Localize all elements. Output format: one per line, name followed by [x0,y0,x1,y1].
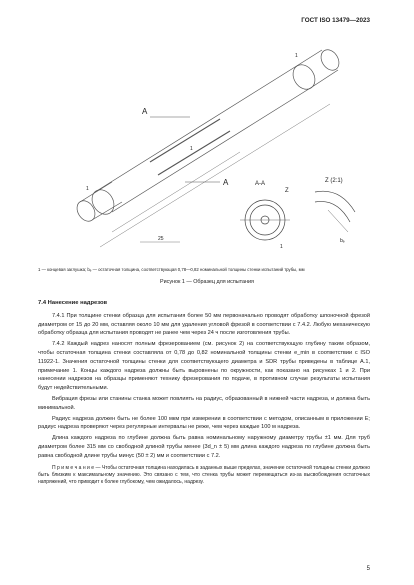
paragraph-length: Длина каждого надреза по глубине должна быть равна номинальному наружному диаметру трубы ±1 мм. Для труб диаметром более 315 мм со свободной длиной трубы менее (3d_n ± 5) мм длина каждого надреза по глубине должна быть равна свободной длине трубы минус (50 ± 2) мм и соответствии с 7.2. [38,435,370,459]
paragraph-radius: Радиус надреза должен быть не более 100 мкм при измерении в соответствии с методом, описанным в приложении Е; радиус надреза проверяют через регулярные интервалы не реже, чем через каждые 100 м надреза. [38,415,370,431]
section-content [38,299,370,488]
callout-1-right: 1 [295,53,298,59]
dimension-label-a: 25 [158,236,164,242]
callout-1-mid: 1 [190,146,193,152]
paragraph-7-4-1: 7.4.1 При толщине стенки образца для испытания более 50 мм первоначально проводят обработку шпоночной фрезой диаметром от 15 до 20 мм, оставляя около 10 мм для удаления угловой фрезой в соответствии с 7.4.2. Любую механическую обработку образца для испытания проводят не ранее чем через 24 ч после изготовления трубы. [38,312,370,337]
specimen-figure [40,42,380,260]
paragraph-vibration: Вибрация фрезы или станины станка может повлиять на радиус, образованный в нижней части надреза, и должна быть минимальной. [38,395,370,411]
paragraph-7-4-2: 7.4.2 Каждый надрез наносят полным фрезерованием (см. рисунок 2) на соответствующую глубину таким образом, чтобы остаточная толщина стенки составляла от 0,78 до 0,82 номинальной толщины стенки e_min в соответствии с ISO 11922-1. Значения остаточной толщины стенки для соответствующего диаметра и SDR трубы приведены в таблице А.1, примечание 1. Концы каждого надреза должны быть выровнены по окружности, как показано на рисунках 1 и 2. При нанесении надрезов на образцы применяют технику фрезерования по подаче, в противном случае результаты испытания будут недействительными. [38,341,370,392]
figure-legend: 1 — концевая заглушка; bₑ — остаточная толщина, соответствующая 0,78—0,82 номинальной толщины стенки испытаний трубы, мм [38,267,305,272]
specimen-drawing [40,42,380,260]
section-aa-label: A-A [255,181,266,187]
detail-z-label: Z (2:1) [325,178,343,184]
dimension-label-b: 1 [280,244,283,250]
section-a-label-left: A [142,107,148,116]
section-heading: 7.4 Нанесение надрезов [38,300,108,306]
figure-caption: Рисунок 1 — Образец для испытания [160,279,254,285]
be-label: bₑ [340,238,345,244]
note-paragraph: П р и м е ч а н и е — Чтобы остаточная толщина находилась в заданных выше пределах, значение остаточной толщины стенки должно быть близким к максимальному значению. Это связано с тем, что стенка трубы может перемещаться из-за высвобождения остаточных напряжений, что приводит к более глубокому, чем ожидалось, надрезу. [38,464,370,485]
section-a-label-right: A [223,178,229,187]
page-number: 5 [366,566,370,572]
page-header: ГОСТ ISO 13479—2023 [301,17,370,24]
z-marker-label: Z [285,188,289,194]
callout-1-left: 1 [86,186,89,192]
